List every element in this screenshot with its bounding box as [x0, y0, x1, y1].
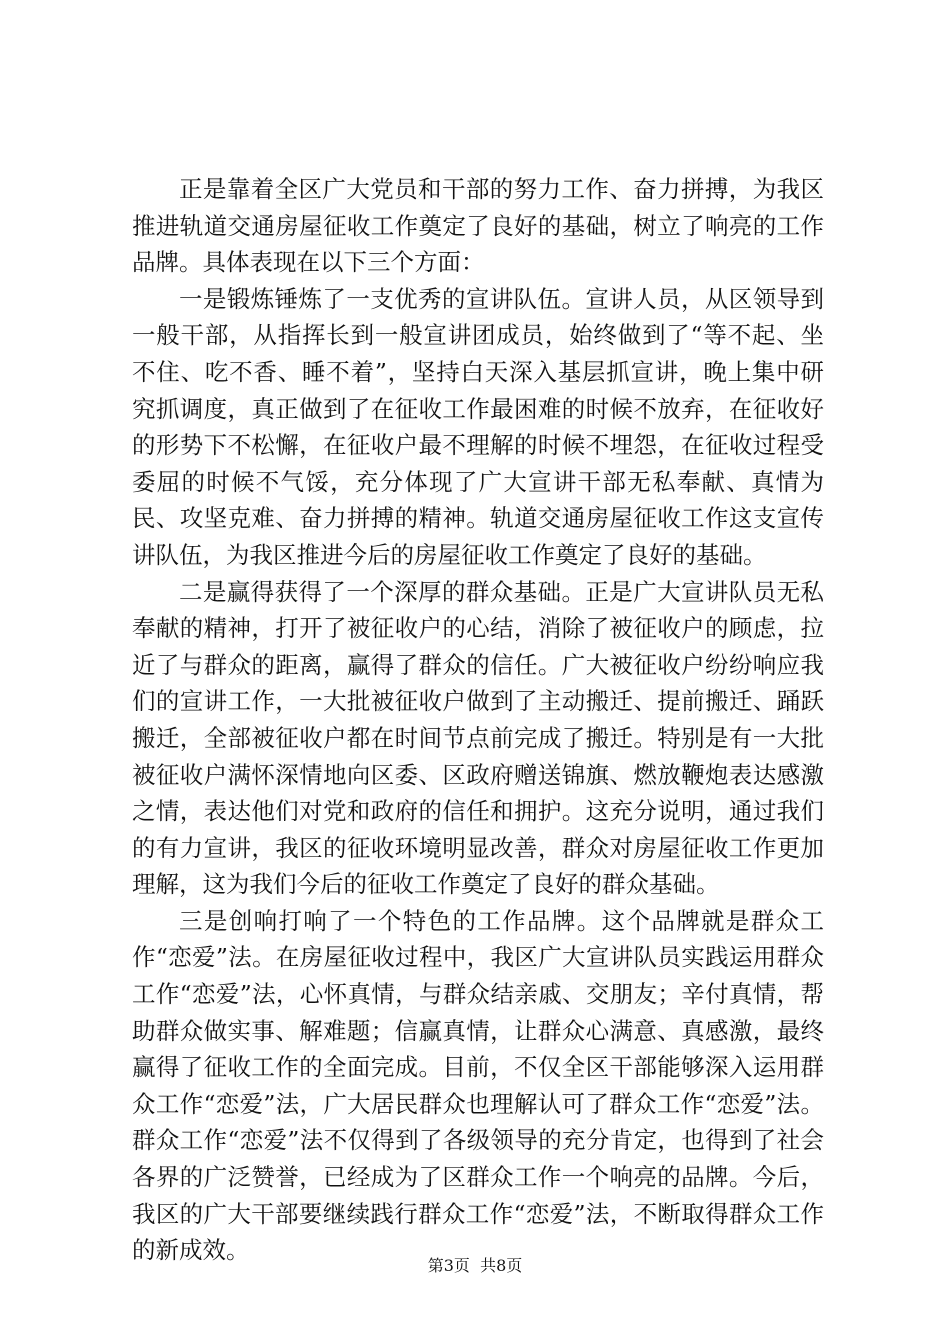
paragraph-point-three: 三是创响打响了一个特色的工作品牌。这个品牌就是群众工作“恋爱”法。在房屋征收过程中，我区广大宣讲队员实践运用群众工作“恋爱”法，心怀真情，与群众结亲戚、交朋友；辛付真情，帮助群众做实事、解难题；信赢真情，让群众心满意、真感激，最终赢得了征收工作的全面完成。目前，不仅全区干部能够深入运用群众工作“恋爱”法，广大居民群众也理解认可了群众工作“恋爱”法。群众工作“恋爱”法不仅得到了各级领导的充分肯定，也得到了社会各界的广泛赞誉，已经成为了区群众工作一个响亮的品牌。今后，我区的广大干部要继续践行群众工作“恋爱”法，不断取得群众工作的新成效。 [132, 906, 824, 1265]
paragraph-point-one: 一是锻炼锤炼了一支优秀的宣讲队伍。宣讲人员，从区领导到一般干部，从指挥长到一般宣讲团成员，始终做到了“等不起、坐不住、吃不香、睡不着”，坚持白天深入基层抓宣讲，晚上集中研究抓调度，真正做到了在征收工作最困难的时候不放弃，在征收好的形势下不松懈，在征收户最不理解的时候不埋怨，在征收过程受委屈的时候不气馁，充分体现了广大宣讲干部无私奉献、真情为民、攻坚克难、奋力拼搏的精神。轨道交通房屋征收工作这支宣传讲队伍，为我区推进今后的房屋征收工作奠定了良好的基础。 [132, 284, 824, 569]
page-number-label: 第3页 共8页 [427, 1256, 523, 1275]
page-footer [0, 1256, 950, 1276]
document-body [132, 171, 824, 1269]
paragraph-intro: 正是靠着全区广大党员和干部的努力工作、奋力拼搏，为我区推进轨道交通房屋征收工作奠定了良好的基础，树立了响亮的工作品牌。具体表现在以下三个方面： [132, 175, 824, 277]
paragraph-point-two: 二是赢得获得了一个深厚的群众基础。正是广大宣讲队员无私奉献的精神，打开了被征收户的心结，消除了被征收户的顾虑，拉近了与群众的距离，赢得了群众的信任。广大被征收户纷纷响应我们的宣讲工作，一大批被征收户做到了主动搬迁、提前搬迁、踊跃搬迁，全部被征收户都在时间节点前完成了搬迁。特别是有一大批被征收户满怀深情地向区委、区政府赠送锦旗、燃放鞭炮表达感激之情，表达他们对党和政府的信任和拥护。这充分说明，通过我们的有力宣讲，我区的征收环境明显改善，群众对房屋征收工作更加理解，这为我们今后的征收工作奠定了良好的群众基础。 [132, 577, 824, 899]
